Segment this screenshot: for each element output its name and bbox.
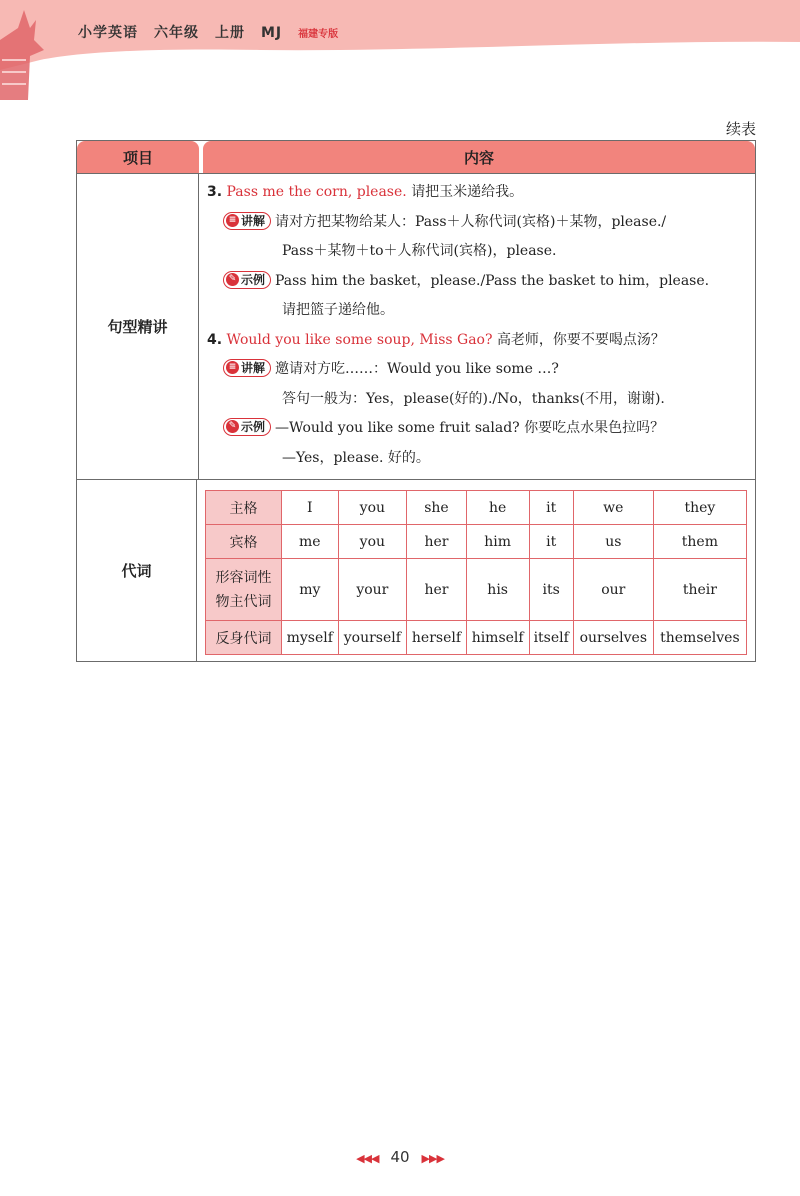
table-cell: me — [282, 525, 339, 559]
row-label-line2: 物主代词 — [215, 593, 272, 610]
pencil-icon: ✎ — [226, 273, 239, 286]
page-number-value: 40 — [390, 1148, 410, 1166]
item4-example-1: —Would you like some fruit salad? 你要吃点水果色拉吗？ — [275, 420, 665, 436]
header-text — [78, 22, 338, 42]
row-label: 反身代词 — [206, 621, 282, 655]
table-cell: our — [573, 559, 653, 621]
table-cell: it — [529, 525, 573, 559]
table-cell: herself — [407, 621, 467, 655]
sentence-label: 句型精讲 — [77, 174, 199, 479]
table-cell: her — [407, 559, 467, 621]
header-background — [0, 0, 800, 120]
item3-sentence: Pass me the corn, please. — [226, 184, 407, 200]
item4-line — [207, 326, 747, 356]
page-number — [0, 1148, 800, 1166]
table-cell: us — [573, 525, 653, 559]
table-row — [206, 559, 747, 621]
item3-explain-line-2: Pass＋某物＋to＋人称代词(宾格)，please. — [282, 243, 557, 259]
item3-example-line — [207, 267, 747, 297]
header-subject: 小学英语 — [78, 25, 138, 41]
item4-number: 4. — [207, 331, 223, 348]
item4-explain-line — [207, 355, 747, 385]
item4-explain-line-2: 答句一般为：Yes，please(好的)./No，thanks(不用，谢谢). — [282, 390, 665, 407]
example-tag — [223, 271, 271, 289]
table-cell: their — [653, 559, 746, 621]
table-cell: you — [338, 525, 407, 559]
item3-number: 3. — [207, 184, 223, 200]
header-band — [0, 0, 800, 120]
table-row — [206, 491, 747, 525]
example-tag-label: 示例 — [241, 420, 266, 434]
table-cell: you — [338, 491, 407, 525]
item4-example-line — [207, 414, 747, 444]
book-icon: ≡ — [226, 214, 239, 227]
pencil-icon: ✎ — [226, 420, 239, 433]
row-label-line1: 形容词性 — [215, 569, 272, 586]
table-cell: I — [282, 491, 339, 525]
item3-translation: 请把玉米递给我。 — [411, 184, 524, 200]
sentence-row — [77, 173, 755, 479]
explain-tag — [223, 212, 271, 230]
table-cell: your — [338, 559, 407, 621]
table-row — [206, 525, 747, 559]
table-cell: his — [466, 559, 529, 621]
table-cell: her — [407, 525, 467, 559]
item4-translation: 高老师，你要不要喝点汤？ — [496, 331, 665, 348]
table-row — [206, 621, 747, 655]
table-cell: myself — [282, 621, 339, 655]
item3-explain-1: 请对方把某物给某人：Pass＋人称代词(宾格)＋某物，please./ — [275, 213, 667, 230]
table-cell: its — [529, 559, 573, 621]
table-cell: it — [529, 491, 573, 525]
header-grade: 六年级 — [154, 25, 199, 41]
table-cell: we — [573, 491, 653, 525]
item3-example-1: Pass him the basket，please./Pass the basket to him，please. — [275, 272, 710, 289]
header-volume: 上册 — [215, 25, 245, 41]
explain-tag — [223, 359, 271, 377]
pagoda-ornament-icon — [0, 0, 50, 100]
header-content: 内容 — [203, 141, 755, 173]
table-cell: him — [466, 525, 529, 559]
explain-tag-label: 讲解 — [241, 213, 266, 228]
item4-explain-1: 邀请对方吃……：Would you like some …? — [275, 361, 559, 377]
table-cell: himself — [466, 621, 529, 655]
item3-example-line-2: 请把篮子递给他。 — [282, 302, 394, 318]
table-cell: she — [407, 491, 467, 525]
table-cell: my — [282, 559, 339, 621]
row-label: 主格 — [206, 491, 282, 525]
example-tag — [223, 418, 271, 436]
item4-sentence: Would you like some soup, Miss Gao? — [226, 331, 493, 348]
pronoun-table — [205, 490, 747, 655]
example-tag-label: 示例 — [241, 272, 266, 287]
sentence-content — [199, 174, 755, 479]
content-table — [76, 140, 756, 662]
table-cell: they — [653, 491, 746, 525]
table-cell: ourselves — [573, 621, 653, 655]
row-label: 宾格 — [206, 525, 282, 559]
table-cell: itself — [529, 621, 573, 655]
table-header-row — [77, 141, 755, 173]
header-publisher: MJ — [261, 25, 283, 41]
header-item: 项目 — [77, 141, 199, 173]
table-cell: them — [653, 525, 746, 559]
pronoun-row — [77, 479, 755, 661]
arrows-left-icon: ◀◀◀ — [356, 1152, 379, 1165]
table-cell: themselves — [653, 621, 746, 655]
item3-explain-line — [207, 208, 747, 238]
explain-tag-label: 讲解 — [241, 361, 266, 375]
header-edition: 福建专版 — [298, 29, 339, 40]
item3-line — [207, 178, 747, 208]
pronoun-label: 代词 — [77, 480, 197, 661]
item4-example-line-2: —Yes，please. 好的。 — [282, 449, 430, 466]
table-cell: he — [466, 491, 529, 525]
book-icon: ≡ — [226, 361, 239, 374]
table-cell: yourself — [338, 621, 407, 655]
arrows-right-icon: ▶▶▶ — [421, 1152, 444, 1165]
pronoun-table-wrap — [197, 480, 755, 661]
continued-label: 续表 — [725, 120, 756, 138]
row-label — [206, 559, 282, 621]
